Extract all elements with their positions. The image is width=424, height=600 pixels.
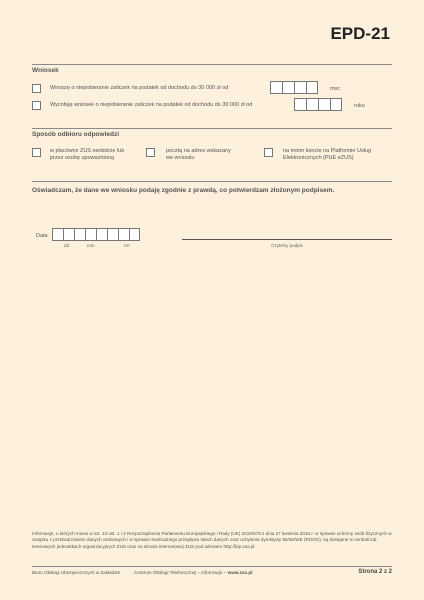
date-rrrr-label: rrrr [124,243,130,248]
delivery-option-post-checkbox[interactable] [146,148,155,157]
date-dd-label: dd [64,243,70,248]
request-suffix-2: roku [354,103,365,109]
signature-line[interactable] [182,239,392,240]
delivery-option-pue-checkbox[interactable] [264,148,273,157]
request-text-1: Wnoszę o niepobieranie zaliczek na podatek od dochodu do 30 000 zł od [50,85,229,91]
request-checkbox-1[interactable] [32,84,41,93]
date-cells[interactable] [52,228,140,241]
form-code: EPD-21 [330,24,390,43]
divider [32,128,392,129]
date-label: Data [36,233,48,239]
section-request-title: Wniosek [32,67,59,74]
delivery-option-pue-label: na moim koncie na Platformie Usług Elektronicznych (PUE eZUS) [283,148,372,161]
delivery-option-branch-checkbox[interactable] [32,148,41,157]
request-text-2: Wycofuję wniosek o niepobieranie zaliczek na podatek od dochodu do 30 000 zł od [50,102,253,108]
footer-center: Centrum Obsługi Telefonicznej – informacje – www.zus.pl [134,570,253,575]
footer-link[interactable]: www.zus.pl [227,570,253,575]
footer-left: Biuro Obsługi Ubezpieczonych w Zakładzie [32,570,121,575]
request-checkbox-2[interactable] [32,101,41,110]
month-cells[interactable] [270,81,318,94]
delivery-option-branch-label: w placówce ZUS osobiście lub przez osobę upoważnioną [50,148,125,161]
year-cells[interactable] [294,98,342,111]
declaration-text: Oświadczam, że dane we wniosku podaję zgodnie z prawdą, co potwierdzam złożonym podpisem. [32,187,335,194]
divider [32,181,392,182]
signature-label: Czytelny podpis [271,243,303,248]
section-delivery-title: Sposób odbioru odpowiedzi [32,131,120,138]
delivery-option-post-label: pocztą na adres wskazany we wniosku [166,148,231,161]
page-number: Strona 2 z 2 [358,569,392,575]
gdpr-notice: Informacje, o których mowa w art. 13 ust. 1 i 2 Rozporządzenia Parlamentu Europejskiego i Rady (UE) 2016/679 z dnia 27 kwietnia 2016 r. w sprawie ochrony osób fizycznych w związku z przetwarzaniem danych osobowych i w sprawie swobodnego przepływu takich danych oraz uchylenia dyrektywy 95/46/WE (RODO), są dostępne w centrali lub terenowych jednostkach organizacyjnych ZUS oraz na stronie internetowej ZUS pod adresem http://bip.zus.pl [32,531,392,549]
divider [32,64,392,65]
request-suffix-1: msc [330,86,341,92]
date-mm-label: mm [87,243,95,248]
divider [32,566,392,567]
